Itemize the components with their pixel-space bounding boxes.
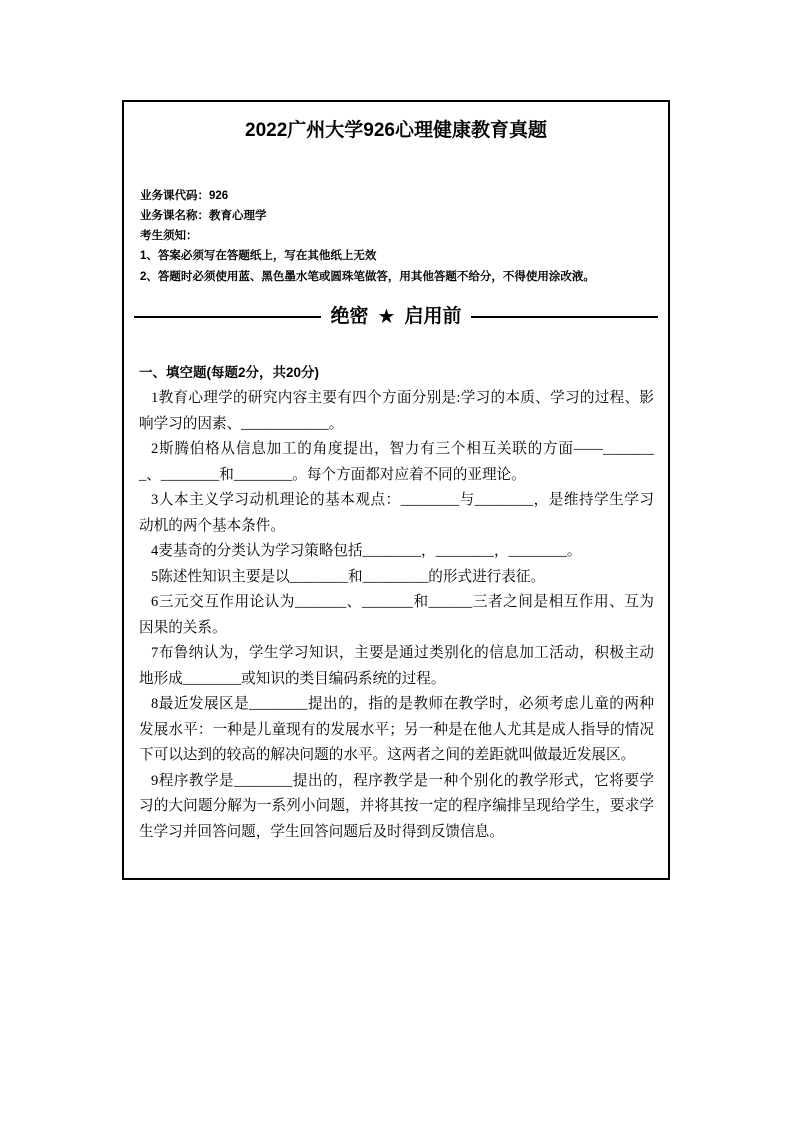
meta-course-name: 业务课名称：教育心理学 xyxy=(140,210,267,222)
notice-item-1: 1、答案必须写在答题纸上，写在其他纸上无效 xyxy=(140,250,377,262)
meta-candidate-notice-label: 考生须知： xyxy=(140,230,198,242)
question-item: 6三元交互作用论认为_______、_______和______三者之间是相互作用、互为因果的关系。 xyxy=(139,594,654,636)
question-item: 2斯腾伯格从信息加工的角度提出，智力有三个相互关联的方面——________、________和________。每个方面都对应着不同的亚理论。 xyxy=(139,441,654,483)
banner-right-text: 启用前 xyxy=(404,306,462,327)
exam-paper-box xyxy=(122,100,670,880)
question-item: 8最近发展区是________提出的，指的是教师在教学时，必须考虑儿童的两种发展水平：一种是儿童现有的发展水平；另一种是在他人尤其是成人指导的情况下可以达到的较高的解决问题的水平。这两者之间的差距就叫做最近发展区。 xyxy=(139,696,654,763)
star-icon: ★ xyxy=(377,306,396,328)
banner-left-text: 绝密 xyxy=(330,306,369,327)
exam-meta-block xyxy=(134,186,658,246)
banner-rule-right xyxy=(471,316,658,318)
section-heading-fill-in-blanks: 一、填空题(每题2分，共20分) xyxy=(139,365,320,380)
secret-banner xyxy=(134,302,658,332)
banner-label xyxy=(321,306,472,328)
question-item: 3人本主义学习动机理论的基本观点：________与________，是维持学生学习动机的两个基本条件。 xyxy=(139,492,654,534)
meta-course-code: 业务课代码：926 xyxy=(140,190,229,202)
exam-notices xyxy=(134,246,658,288)
page-title: 2022广州大学926心理健康教育真题 xyxy=(245,120,547,141)
question-item: 1教育心理学的研究内容主要有四个方面分别是:学习的本质、学习的过程、影响学习的因素、____________。 xyxy=(139,390,654,432)
exam-paper-content xyxy=(124,102,668,845)
question-item: 9程序教学是________提出的，程序教学是一种个别化的教学形式，它将要学习的大问题分解为一系列小问题，并将其按一定的程序编排呈现给学生，要求学生学习并回答问题，学生回答问题后及时得到反馈信息。 xyxy=(139,772,654,840)
question-item: 5陈述性知识主要是以________和_________的形式进行表征。 xyxy=(151,568,546,585)
question-list xyxy=(134,386,658,845)
banner-rule-left xyxy=(134,316,321,318)
question-item: 7布鲁纳认为，学生学习知识，主要是通过类别化的信息加工活动，积极主动地形成________或知识的类目编码系统的过程。 xyxy=(139,645,654,687)
question-item: 4麦基奇的分类认为学习策略包括________，________，________。 xyxy=(151,543,582,559)
notice-item-2: 2、答题时必须使用蓝、黑色墨水笔或圆珠笔做答，用其他答题不给分，不得使用涂改液。 xyxy=(140,271,595,283)
